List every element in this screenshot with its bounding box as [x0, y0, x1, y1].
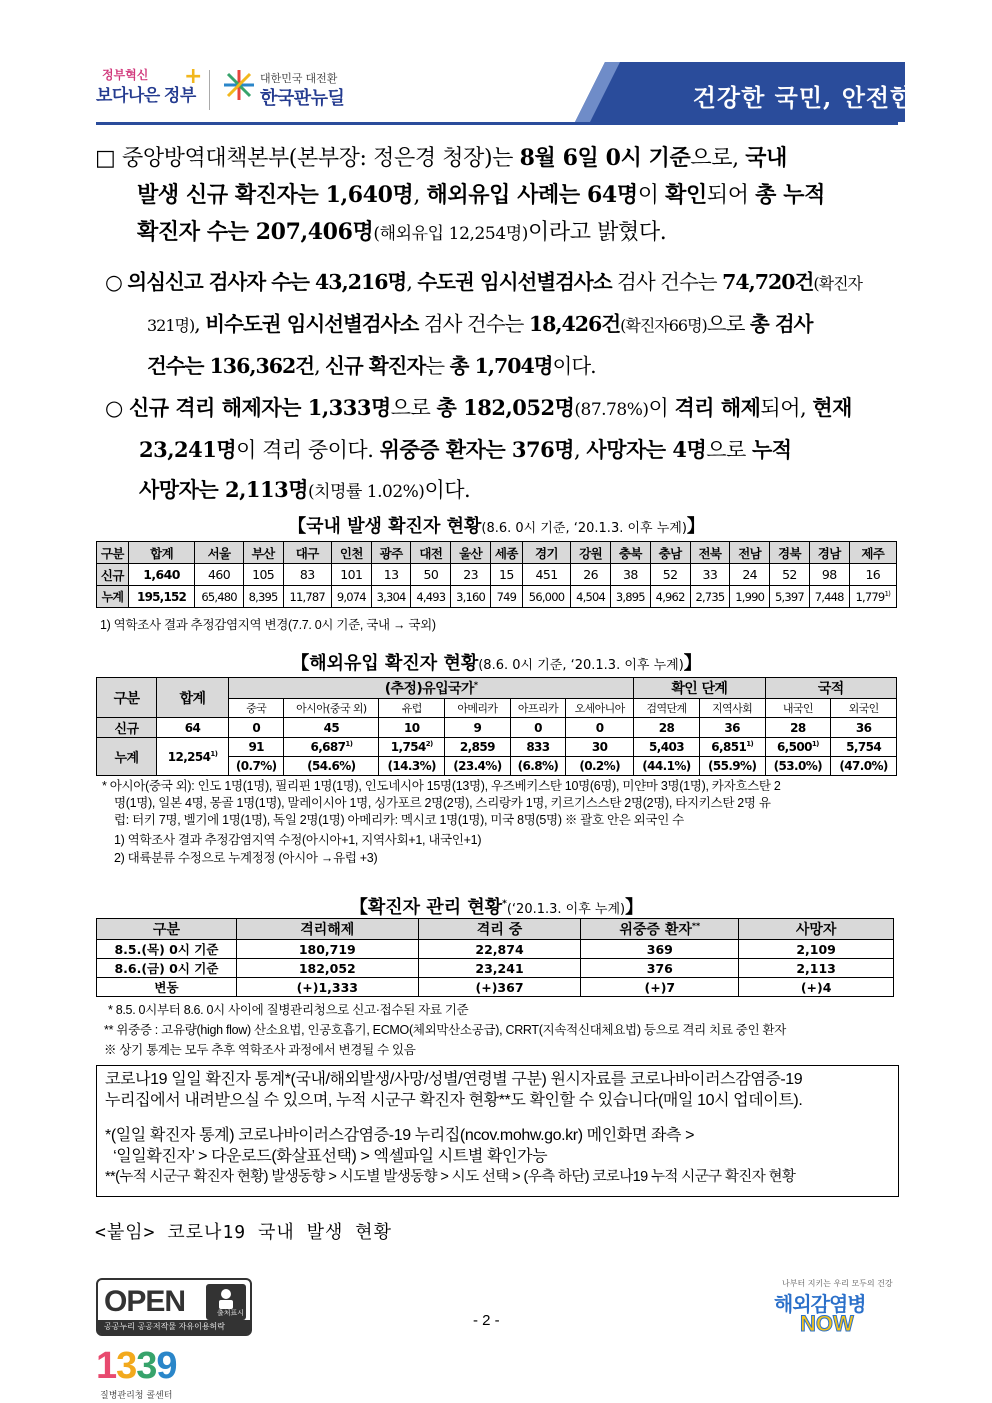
- table-cell: [765, 738, 831, 757]
- attachment-label: <붙임> 코로나19 국내 발생 현황: [95, 1222, 392, 1243]
- table-cell: [371, 586, 411, 608]
- table-cell: 15: [491, 564, 523, 586]
- table-cell: (23.4%): [445, 757, 511, 776]
- table-cell: 50: [411, 564, 451, 586]
- hotline-sub: 질병관리청 콜센터: [100, 1391, 173, 1401]
- header-text: 사망자: [795, 922, 837, 938]
- header-text: 격리 중: [476, 922, 523, 938]
- table-cell: [379, 738, 445, 757]
- header-category: 구분: [97, 678, 157, 718]
- table-cell: 38: [611, 564, 651, 586]
- header-total: 합계: [157, 678, 229, 718]
- table-cell: 9: [445, 718, 511, 738]
- cell-value: 3,160: [456, 589, 486, 604]
- table-cell: 101: [331, 564, 371, 586]
- table-cell: 98: [809, 564, 849, 586]
- table-cell: [650, 586, 690, 608]
- domestic-table-title: 【국내 발생 확진자 현황(8.6. 0시 기준, ‘20.1.3. 이후 누계)】: [288, 516, 705, 537]
- table-cell: 26: [571, 564, 611, 586]
- new-deal-star-icon: [222, 68, 256, 102]
- header-divider: [96, 122, 898, 125]
- cell-value: 749: [496, 589, 517, 604]
- cell-value: 11,787: [289, 589, 325, 604]
- badge-text: 출처표시: [216, 1309, 244, 1317]
- domestic-footnote: 1) 역학조사 결과 추정감염지역 변경(7.7. 0시 기준, 국내 → 국외): [100, 618, 436, 632]
- column-header: 경기: [522, 542, 570, 564]
- column-header: 경남: [809, 542, 849, 564]
- header-text: 격리해제: [300, 922, 355, 938]
- column-header: [739, 919, 894, 940]
- table-cell: [522, 586, 570, 608]
- open-text: OPEN: [104, 1285, 186, 1318]
- cell-value: 6,687: [310, 740, 346, 754]
- table-cell: [331, 586, 371, 608]
- info-line: **(누적 시군구 확진자 현황) 발생동향 > 시도별 발생동향 > 시도 선택 > (우측 하단) 코로나19 누적 시군구 확진자 현황: [105, 1169, 796, 1185]
- table-row: [97, 978, 894, 997]
- table-cell: [566, 738, 634, 757]
- cell-value: 3,304: [376, 589, 406, 604]
- subcolumn-header: 아메리카: [445, 699, 511, 718]
- column-header: [581, 919, 739, 940]
- hotline-1339-logo: [96, 1345, 206, 1400]
- footnote-marker: **: [691, 921, 701, 931]
- table-cell: 28: [634, 718, 700, 738]
- cell-value: 91: [248, 740, 264, 754]
- plus-icon: +: [184, 64, 203, 89]
- open-bottom-text: 공공누리 공공저작물 자유이용허락: [98, 1320, 250, 1334]
- new-deal-small-text: 대한민국 대전환: [260, 73, 338, 85]
- table-cell: [571, 586, 611, 608]
- cell-value: 4,493: [416, 589, 446, 604]
- table-cell: 52: [770, 564, 810, 586]
- row-label: 신규: [97, 718, 157, 738]
- row-label: 변동: [97, 978, 237, 997]
- table-cell: 52: [650, 564, 690, 586]
- table-cell: [243, 586, 283, 608]
- table-cell: [445, 738, 511, 757]
- table-cell: 22,874: [418, 940, 581, 959]
- note-line: ** 위중증 : 고유량(high flow) 산소요법, 인공호흡기, ECMO(체외막산소공급), CRRT(지속적신대체요법) 등으로 격리 치료 중인 환자: [104, 1023, 787, 1037]
- cell-value: 833: [526, 740, 550, 754]
- kogl-open-logo: [96, 1278, 252, 1336]
- info-line: 코로나19 일일 확진자 통계*(국내/해외발생/사망/성별/연령별 구분) 원시자료를 코로나바이러스감염증-19: [105, 1071, 803, 1088]
- table-cell: 45: [284, 718, 379, 738]
- subcolumn-header: 내국인: [765, 699, 831, 718]
- overseas-infection-now-logo: [772, 1278, 900, 1336]
- note-line: 2) 대륙분류 수정으로 누계정정 (아시아 →유럽 +3): [114, 851, 378, 865]
- table-header-row: [97, 919, 894, 940]
- footnote-marker: 1): [345, 740, 353, 748]
- table-cell: (+)7: [581, 978, 739, 997]
- note-line: 럽: 터키 7명, 벨기에 1명(1명), 독일 2명(1명) 아메리카: 멕시코 1명(1명), 미국 8명(5명) ※ 괄호 안은 외국인 수: [114, 813, 684, 827]
- cell-value: 9,074: [336, 589, 366, 604]
- column-header: [418, 919, 581, 940]
- table-row: [97, 959, 894, 978]
- column-header: 광주: [371, 542, 411, 564]
- column-header: [97, 919, 237, 940]
- cell-value: 1,754: [390, 740, 426, 754]
- table-header-row: [97, 678, 897, 699]
- table-cell: [634, 738, 700, 757]
- table-cell: 0: [229, 718, 284, 738]
- table-cell: 460: [195, 564, 243, 586]
- table-cell: (+)367: [418, 978, 581, 997]
- table-cell: [510, 738, 565, 757]
- table-cell: (0.7%): [229, 757, 284, 776]
- table-cell: (54.6%): [284, 757, 379, 776]
- table-cell: 16: [849, 564, 896, 586]
- cell-value: 1,990: [735, 589, 765, 604]
- column-header: 부산: [243, 542, 283, 564]
- header-text: 위중증 환자: [619, 922, 692, 938]
- cell-value: 5,754: [846, 740, 882, 754]
- column-header: 전북: [690, 542, 730, 564]
- hotline-number: 1339: [96, 1345, 177, 1387]
- table-row-total: [97, 586, 897, 608]
- column-header: 서울: [195, 542, 243, 564]
- column-header: 구분: [97, 542, 129, 564]
- column-header: 세종: [491, 542, 523, 564]
- now-tagline: 나부터 지키는 우리 모두의 건강: [782, 1279, 893, 1288]
- table-cell: 33: [690, 564, 730, 586]
- table-cell: (53.0%): [765, 757, 831, 776]
- table-cell: 2,113: [739, 959, 894, 978]
- download-info-box: [96, 1065, 899, 1197]
- cell-value: 6,851: [711, 740, 747, 754]
- logo-divider: [209, 70, 210, 110]
- management-table: [96, 918, 894, 997]
- table-cell: [283, 586, 331, 608]
- table-cell: 105: [243, 564, 283, 586]
- table-cell: 180,719: [236, 940, 418, 959]
- table-cell: [284, 738, 379, 757]
- table-cell: 64: [157, 718, 229, 738]
- table-cell: [770, 586, 810, 608]
- table-cell: [411, 586, 451, 608]
- table-cell: 1,640: [128, 564, 195, 586]
- note-line: 명(1명), 일본 4명, 몽골 1명(1명), 말레이시아 1명, 싱가포르 2명(2명), 스리랑카 1명, 키르기스스탄 2명(2명), 타지키스탄 2명 유: [114, 796, 771, 810]
- table-cell: [730, 586, 770, 608]
- table-cell: 24: [730, 564, 770, 586]
- column-header: 강원: [571, 542, 611, 564]
- row-label: 누계: [97, 738, 157, 776]
- note-line: 1) 역학조사 결과 추정감염지역 수정(아시아+1, 지역사회+1, 내국인+1): [114, 833, 482, 847]
- cell-value: 2,735: [695, 589, 725, 604]
- table-cell: [699, 738, 765, 757]
- subcolumn-header: 중국: [229, 699, 284, 718]
- imported-table-title: 【해외유입 확진자 현황(8.6. 0시 기준, ‘20.1.3. 이후 누계)】: [291, 653, 702, 674]
- table-cell: (0.2%): [566, 757, 634, 776]
- note-line: * 8.5. 0시부터 8.6. 0시 사이에 질병관리청으로 신고·접수된 자료 기준: [108, 1003, 469, 1017]
- subcolumn-header: 지역사회: [699, 699, 765, 718]
- subcolumn-header: 오세아니아: [566, 699, 634, 718]
- footnote-marker: 1): [210, 749, 218, 758]
- table-cell: 83: [283, 564, 331, 586]
- header-nationality: 국적: [765, 678, 896, 699]
- table-cell: 36: [699, 718, 765, 738]
- cell-value: 195,152: [137, 589, 187, 604]
- table-cell: [611, 586, 651, 608]
- subcolumn-header: 아시아(중국 외): [284, 699, 379, 718]
- cell-value: 8,395: [248, 589, 278, 604]
- table-cell: 23: [451, 564, 491, 586]
- info-line: *(일일 확진자 통계) 코로나바이러스감염증-19 누리집(ncov.mohw.go.kr) 메인화면 좌측 >: [105, 1127, 695, 1144]
- column-header: 충남: [650, 542, 690, 564]
- testing-paragraph: ○ 의심신고 검사자 수는 43,216명, 수도권 임시선별검사소 검사 건수는 74,720건(확진자 321명), 비수도권 임시선별검사소 검사 건수는 18,426건(확진자66명)으로 총 검사 건수는 136,362건, 신규 확진자는 총 1,704명이다.: [105, 270, 862, 378]
- column-header: 충북: [611, 542, 651, 564]
- column-header: 울산: [451, 542, 491, 564]
- domestic-cases-table: [96, 541, 897, 608]
- table-cell: (44.1%): [634, 757, 700, 776]
- footnote-marker: 1): [746, 740, 754, 748]
- info-line: 누리집에서 내려받으실 수 있으며, 누적 시군구 확진자 현황**도 확인할 수 있습니다(매일 10시 업데이트).: [105, 1092, 803, 1109]
- subcolumn-header: 아프리카: [510, 699, 565, 718]
- column-header: 합계: [128, 542, 195, 564]
- table-cell: [491, 586, 523, 608]
- table-cell: 13: [371, 564, 411, 586]
- table-cell: [809, 586, 849, 608]
- table-cell: [128, 586, 195, 608]
- table-cell: 36: [831, 718, 897, 738]
- table-cell: [690, 586, 730, 608]
- cell-value: 30: [591, 740, 608, 754]
- row-label: [97, 586, 129, 608]
- now-word: NOW: [800, 1311, 854, 1336]
- cell-value: 12,254: [167, 749, 211, 764]
- table-cell: 182,052: [236, 959, 418, 978]
- table-row-total: [97, 738, 897, 757]
- table-cell: 369: [581, 940, 739, 959]
- table-row: [97, 940, 894, 959]
- table-cell: 23,241: [418, 959, 581, 978]
- table-cell: 28: [765, 718, 831, 738]
- table-cell: (14.3%): [379, 757, 445, 776]
- summary-paragraph: □ 중앙방역대책본부(본부장: 정은경 청장)는 8월 6일 0시 기준으로, 국내 발생 신규 확진자는 1,640명, 해외유입 사례는 64명이 확인되어 총 누적 확진자 수는 207,406명(해외유입 12,254명)이라고 밝혔다.: [95, 145, 825, 245]
- table-cell: [451, 586, 491, 608]
- subcolumn-header: 검역단계: [634, 699, 700, 718]
- subcolumn-header: 유럽: [379, 699, 445, 718]
- column-header: 대전: [411, 542, 451, 564]
- header-text: 구분: [152, 922, 180, 938]
- imported-cases-table: [96, 677, 897, 776]
- table-cell: 451: [522, 564, 570, 586]
- header-region: (추정)유입국가*: [229, 678, 634, 699]
- gov-logo-small-text: 정부혁신: [102, 68, 149, 82]
- header-confirm-stage: 확인 단계: [634, 678, 765, 699]
- table-cell: 0: [510, 718, 565, 738]
- cell-value: 누계: [101, 590, 124, 604]
- now-main: 해외감염병: [774, 1294, 866, 1316]
- cell-value: 2,859: [459, 740, 495, 754]
- cell-value: 6,500: [776, 740, 812, 754]
- table-cell: (+)4: [739, 978, 894, 997]
- info-line: ‘일일확진자’ > 다운로드(화살표선택) > 엑셀파일 시트별 확인가능: [105, 1148, 548, 1165]
- table-cell: (55.9%): [699, 757, 765, 776]
- table-cell: [157, 738, 229, 776]
- cell-value: 65,480: [201, 589, 237, 604]
- cell-value: 7,448: [814, 589, 844, 604]
- table-cell: [229, 738, 284, 757]
- note-line: * 아시아(중국 외): 인도 1명(1명), 필리핀 1명(1명), 인도네시아 15명(13명), 우즈베키스탄 10명(6명), 미얀마 3명(1명), 카자흐스탄 2: [102, 779, 781, 793]
- subcolumn-header: 외국인: [831, 699, 897, 718]
- column-header: 전남: [730, 542, 770, 564]
- page-number: - 2 -: [473, 1312, 500, 1329]
- row-label: 8.6.(금) 0시 기준: [97, 959, 237, 978]
- table-cell: [831, 738, 897, 757]
- column-header: [236, 919, 418, 940]
- gov-innovation-logo: [96, 66, 206, 116]
- table-cell: [195, 586, 243, 608]
- cell-value: 1,779: [855, 589, 885, 604]
- cell-value: 5,403: [649, 740, 684, 754]
- table-cell: 2,109: [739, 940, 894, 959]
- table-cell: (47.0%): [831, 757, 897, 776]
- cell-value: 5,397: [774, 589, 804, 604]
- table-cell: 0: [566, 718, 634, 738]
- table-cell: 376: [581, 959, 739, 978]
- note-line: ※ 상기 통계는 모두 추후 역학조사 과정에서 변경될 수 있음: [104, 1043, 416, 1057]
- isolation-paragraph: ○ 신규 격리 해제자는 1,333명으로 총 182,052명(87.78%)이 격리 해제되어, 현재 23,241명이 격리 중이다. 위중증 환자는 376명, 사망자는 4명으로 누적 사망자는 2,113명(치명률 1.02%)이다.: [105, 395, 852, 502]
- table-cell: 10: [379, 718, 445, 738]
- footnote-marker: 1): [884, 589, 891, 598]
- cell-value: 3,895: [615, 589, 645, 604]
- column-header: 경북: [770, 542, 810, 564]
- cell-value: 56,000: [528, 589, 565, 604]
- table-row-new: [97, 564, 897, 586]
- table-header-row: [97, 542, 897, 564]
- cell-value: 4,504: [576, 589, 606, 604]
- cell-value: 4,962: [655, 589, 685, 604]
- korean-new-deal-logo: [222, 68, 362, 113]
- table-row-new: [97, 718, 897, 738]
- new-deal-text: 한국판뉴딜: [260, 88, 345, 108]
- gov-logo-text: 보다나은 정부: [96, 86, 196, 105]
- footnote-marker: 2): [425, 740, 433, 748]
- table-cell: (6.8%): [510, 757, 565, 776]
- slogan: 건강한 국민, 안전한 사회: [692, 83, 972, 112]
- column-header: 제주: [849, 542, 896, 564]
- footnote-marker: 1): [811, 740, 819, 748]
- column-header: 인천: [331, 542, 371, 564]
- page-header: [0, 0, 992, 125]
- row-label: 8.5.(목) 0시 기준: [97, 940, 237, 959]
- row-label: 신규: [97, 564, 129, 586]
- table-cell: (+)1,333: [236, 978, 418, 997]
- management-table-title: 【확진자 관리 현황*(‘20.1.3. 이후 누계)】: [349, 897, 644, 918]
- table-cell: [849, 586, 896, 608]
- column-header: 대구: [283, 542, 331, 564]
